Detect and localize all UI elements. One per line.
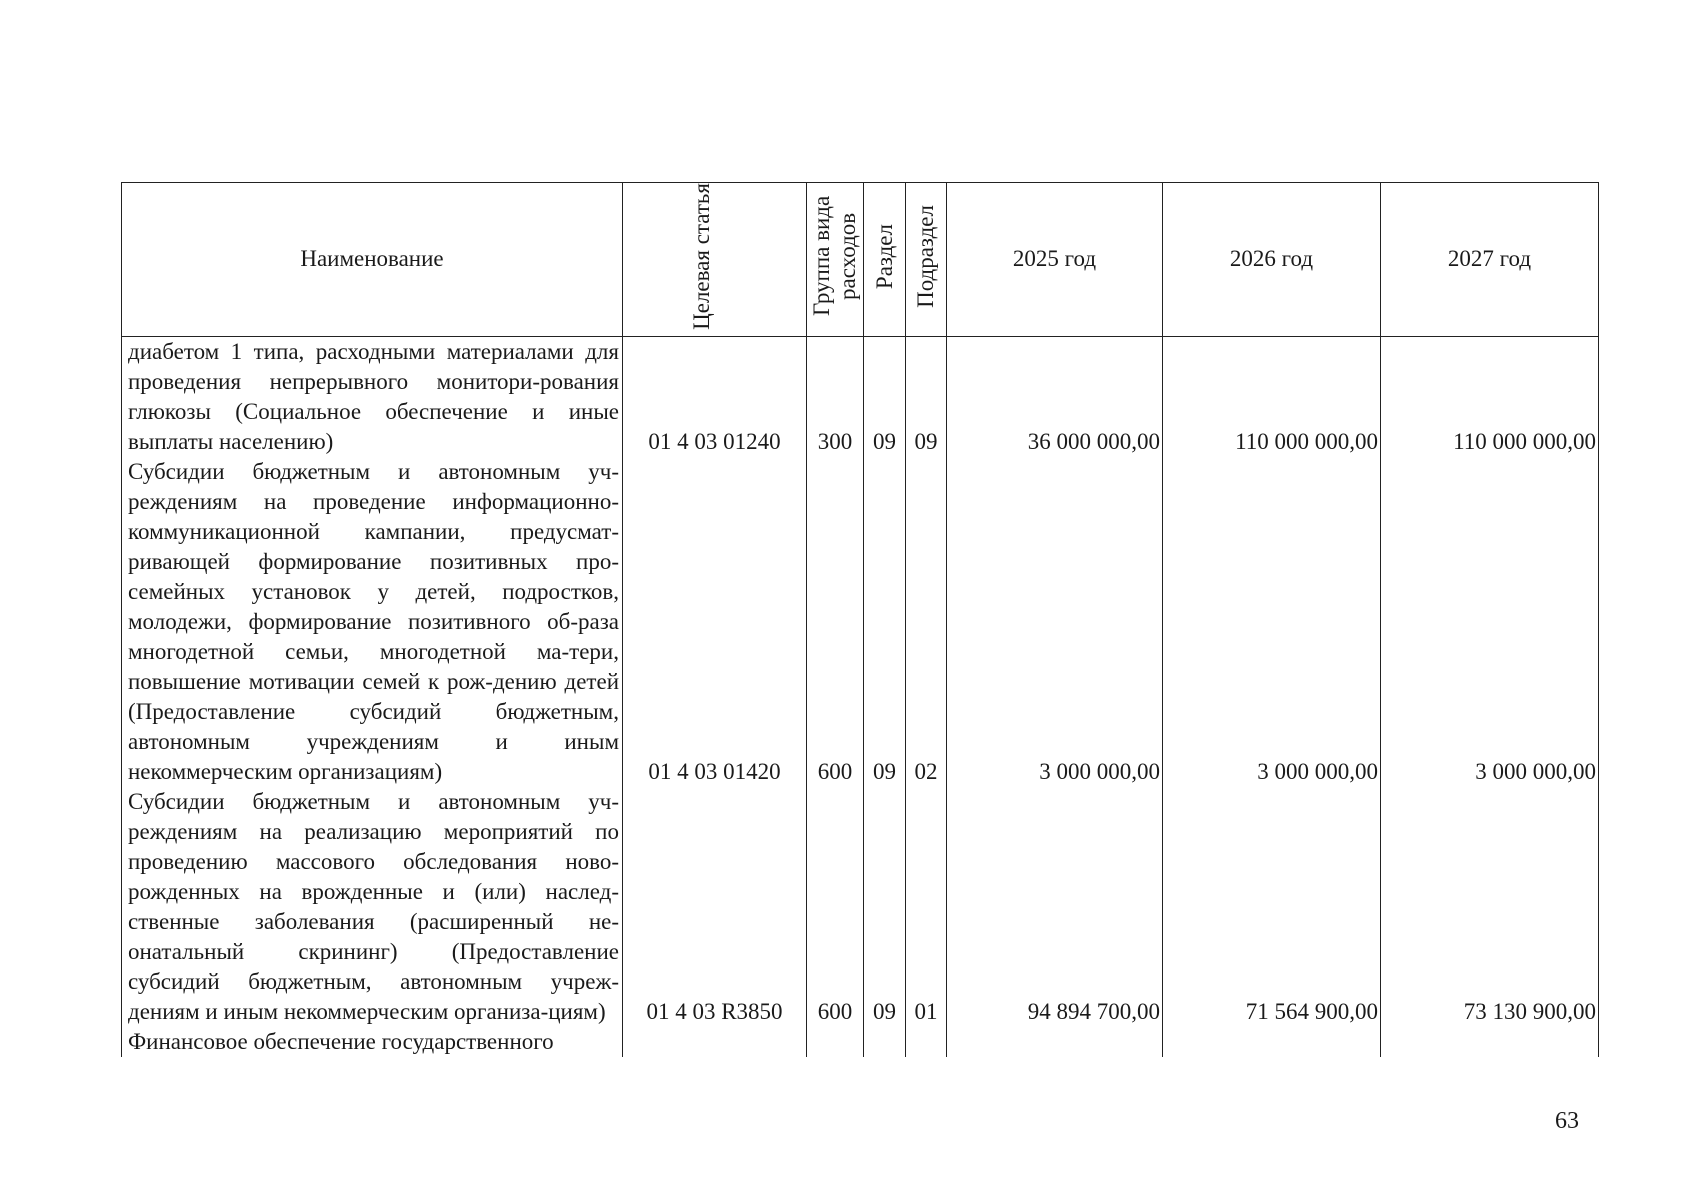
header-subsection: Подраздел: [906, 183, 947, 337]
row-expense-group: 300: [807, 336, 864, 457]
row-subsection: 01: [906, 787, 947, 1027]
budget-table: [121, 182, 1599, 1057]
row-amount-2025: [947, 1027, 1163, 1057]
row-target-article: 01 4 03 01240: [623, 336, 807, 457]
row-subsection: 09: [906, 336, 947, 457]
table-row: [122, 1027, 1599, 1057]
row-amount-2025: 94 894 700,00: [947, 787, 1163, 1027]
row-amount-2027: [1381, 1027, 1599, 1057]
row-expense-group: 600: [807, 787, 864, 1027]
row-section: 09: [864, 336, 906, 457]
row-amount-2026: [1163, 1027, 1381, 1057]
row-expense-group: [807, 1027, 864, 1057]
row-amount-2027: 3 000 000,00: [1381, 457, 1599, 787]
row-section: 09: [864, 457, 906, 787]
table-row: [122, 336, 1599, 457]
row-name: диабетом 1 типа, расходными материалами для проведения непрерывного монитори-рования глюкозы (Социальное обеспечение и иные выплаты населению): [122, 336, 623, 457]
row-section: 09: [864, 787, 906, 1027]
row-amount-2025: 3 000 000,00: [947, 457, 1163, 787]
page-number: 63: [1555, 1108, 1579, 1134]
header-2026: 2026 год: [1163, 183, 1381, 337]
table-row: [122, 457, 1599, 787]
row-target-article: [623, 1027, 807, 1057]
header-name: Наименование: [122, 183, 623, 337]
row-amount-2026: 3 000 000,00: [1163, 457, 1381, 787]
row-target-article: 01 4 03 R3850: [623, 787, 807, 1027]
row-amount-2027: 110 000 000,00: [1381, 336, 1599, 457]
row-amount-2026: 110 000 000,00: [1163, 336, 1381, 457]
row-name: Финансовое обеспечение государственного: [122, 1027, 623, 1057]
row-amount-2026: 71 564 900,00: [1163, 787, 1381, 1027]
header-2025: 2025 год: [947, 183, 1163, 337]
row-amount-2027: 73 130 900,00: [1381, 787, 1599, 1027]
header-expense-group: Группа вида расходов: [807, 183, 864, 337]
row-amount-2025: 36 000 000,00: [947, 336, 1163, 457]
row-subsection: 02: [906, 457, 947, 787]
row-name: Субсидии бюджетным и автономным уч-реждениям на реализацию мероприятий по проведению массового обследования ново-рожденных на врожденные и (или) наслед-ственные заболевания (расширенный не-онатальный скрининг) (Предоставление субсидий бюджетным, автономным учреж-дениям и иным некоммерческим организа-циям): [122, 787, 623, 1027]
table-row: [122, 787, 1599, 1027]
row-section: [864, 1027, 906, 1057]
header-target-article: Целевая статья: [623, 183, 807, 337]
row-subsection: [906, 1027, 947, 1057]
row-target-article: 01 4 03 01420: [623, 457, 807, 787]
row-expense-group: 600: [807, 457, 864, 787]
table-header-row: [122, 183, 1599, 337]
row-name: Субсидии бюджетным и автономным уч-реждениям на проведение информационно-коммуникационной кампании, предусмат-ривающей формирование позитивных про-семейных установок у детей, подростков, молодежи, формирование позитивного об-раза многодетной семьи, многодетной ма-тери, повышение мотивации семей к рож-дению детей (Предоставление субсидий бюджетным, автономным учреждениям и иным некоммерческим организациям): [122, 457, 623, 787]
header-2027: 2027 год: [1381, 183, 1599, 337]
header-section: Раздел: [864, 183, 906, 337]
